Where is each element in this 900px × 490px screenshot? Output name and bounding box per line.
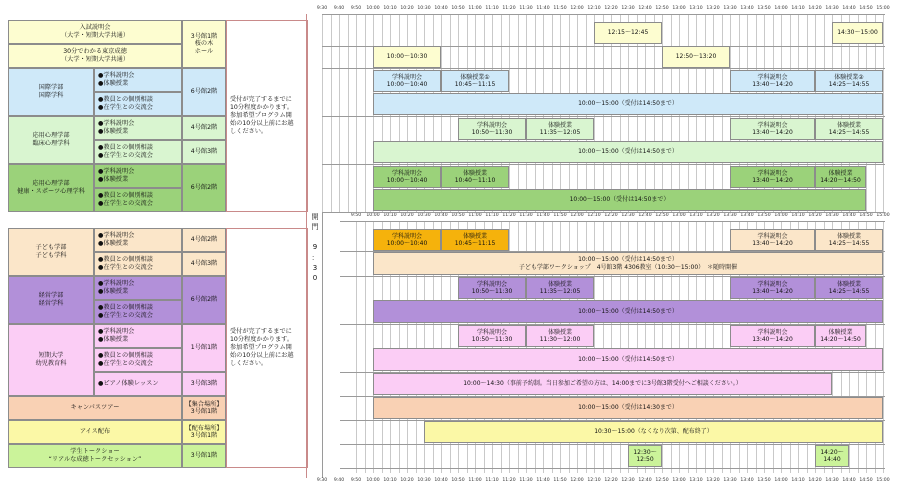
intl-programs-b: ●教員との個別相談 ●在学生との交流会 [94,92,182,116]
grid-line [322,14,323,212]
time-label: 10:10 [383,478,397,483]
time-label: 13:20 [706,478,720,483]
ice-distribution: 10:30～15:00（なくなり次第、配布終了） [424,421,883,443]
biz-briefing-1: 学科説明会 10:50～11:30 [458,277,526,299]
time-label: 14:20 [808,213,822,218]
time-label: 11:50 [553,6,567,11]
tokyo-session-2: 12:50～13:20 [662,46,730,68]
biz-programs-a: ●学科説明会 ●体験授業 [94,276,182,300]
time-label: 10:40 [434,478,448,483]
row-line [340,221,885,222]
time-label: 14:50 [859,213,873,218]
time-label: 10:20 [400,213,414,218]
time-label: 11:00 [468,213,482,218]
time-label: 11:40 [536,478,550,483]
time-label: 12:50 [655,213,669,218]
note-frame-2 [226,228,308,468]
grid-line [348,14,349,212]
health-briefing-1: 学科説明会 10:00～10:40 [373,166,441,188]
time-label: 14:10 [791,6,805,11]
time-label: 11:00 [468,6,482,11]
time-label: 14:40 [842,478,856,483]
tokyo-seitoku-label: 30分でわかる東京成徳 （大学・短期大学共通） [8,44,182,68]
time-label: 12:50 [655,6,669,11]
time-label: 11:00 [468,478,482,483]
child-class-2: 体験授業 14:25～14:55 [815,229,883,251]
talkshow-1: 12:30～ 12:50 [628,445,662,467]
psy-consult: 10:00～15:00（受付は14:50まで） [373,141,883,163]
time-label: 11:10 [485,213,499,218]
time-label: 11:40 [536,6,550,11]
time-label: 13:10 [689,213,703,218]
time-label: 12:30 [621,6,635,11]
time-label: 13:00 [672,478,686,483]
health-location: 6号館2階 [182,164,226,212]
junior-consult: 10:00～15:00（受付は14:50まで） [373,348,883,371]
time-label: 10:50 [451,6,465,11]
time-label: 12:10 [587,213,601,218]
time-label: 10:30 [417,6,431,11]
time-label: 9:30 [316,6,328,11]
grid-line [365,14,366,212]
time-label: 12:00 [570,478,584,483]
row-line [340,468,885,469]
ice-location: 【配布場所】 3号館1階 [182,420,226,444]
time-label: 10:10 [383,6,397,11]
exam-session-2: 14:30～15:00 [832,22,883,44]
time-label: 12:20 [604,478,618,483]
grid-line [883,14,884,212]
psy-class-1: 体験授業 11:35～12:05 [526,118,594,140]
junior-programs-a: ●学科説明会 ●体験授業 [94,324,182,348]
time-label: 9:50 [350,213,362,218]
time-label: 13:50 [757,478,771,483]
time-label: 10:20 [400,6,414,11]
row-line [340,444,885,445]
junior-class-1: 体験授業 11:30～12:00 [526,325,594,347]
time-label: 9:40 [333,478,345,483]
biz-programs-b: ●教員との個別相談 ●在学生との交流会 [94,300,182,324]
junior-class-2: 体験授業 14:20～14:50 [815,325,866,347]
time-label: 11:20 [502,213,516,218]
grid-line [356,14,357,212]
time-label: 13:50 [757,213,771,218]
time-label: 12:10 [587,478,601,483]
dept-child-studies: 子ども学部 子ども学科 [8,228,94,276]
time-label: 11:30 [519,213,533,218]
row-line [322,116,885,117]
campus-tour-label: キャンパスツアー [8,396,182,420]
row-line [322,164,885,165]
time-label: 14:30 [825,478,839,483]
intl-briefing-1: 学科説明会 10:00～10:40 [373,70,441,92]
row-line [322,68,885,69]
time-label: 13:10 [689,6,703,11]
child-location-a: 4号館2階 [182,228,226,252]
time-label: 13:30 [723,478,737,483]
time-label: 10:30 [417,213,431,218]
time-label: 13:40 [740,478,754,483]
intl-programs-a: ●学科説明会 ●体験授業 [94,68,182,92]
time-label: 12:40 [638,478,652,483]
time-label: 13:00 [672,213,686,218]
grid-line [356,221,357,473]
time-label: 11:10 [485,6,499,11]
grid-line [331,14,332,212]
exam-briefing-label: 入試説明会 （大学・短期大学共通） [8,20,182,44]
time-label: 9:50 [350,478,362,483]
time-label: 10:10 [383,213,397,218]
time-label: 12:40 [638,6,652,11]
time-label: 14:50 [859,478,873,483]
health-briefing-2: 学科説明会 13:40～14:20 [730,166,815,188]
time-label: 14:40 [842,213,856,218]
psy-location-b: 4号館3階 [182,140,226,164]
talkshow-location: 3号館1階 [182,444,226,468]
time-label: 13:40 [740,213,754,218]
time-label: 13:50 [757,6,771,11]
intl-location: 6号館2階 [182,68,226,116]
psy-location-a: 4号館2階 [182,116,226,140]
time-label: 10:50 [451,213,465,218]
biz-class-1: 体験授業 11:35～12:05 [526,277,594,299]
dept-health-sports: 応用心理学部 健康・スポーツ心理学科 [8,164,94,212]
dept-business: 経営学部 経営学科 [8,276,94,324]
time-label: 10:00 [366,478,380,483]
intl-consult: 10:00～15:00（受付は14:50まで） [373,93,883,115]
time-label: 13:30 [723,213,737,218]
health-class-2: 体験授業 14:20～14:50 [815,166,866,188]
child-briefing-1: 学科説明会 10:00～10:40 [373,229,441,251]
child-programs-a: ●学科説明会 ●体験授業 [94,228,182,252]
reception-note-1: 受付が完了するまでに 10分程度かかります。 参加希望プログラム開 始の10分以上前にお越 しください。 [230,96,294,136]
time-label: 12:30 [621,213,635,218]
intl-class-2: 体験授業② 14:25～14:55 [815,70,883,92]
separator [306,14,307,478]
time-label: 12:00 [570,6,584,11]
time-label: 11:50 [553,478,567,483]
time-label: 10:40 [434,213,448,218]
time-label: 13:40 [740,6,754,11]
time-label: 12:20 [604,213,618,218]
time-label: 10:00 [366,6,380,11]
time-label: 14:40 [842,6,856,11]
time-label: 13:30 [723,6,737,11]
child-location-b: 4号館3階 [182,252,226,276]
time-label: 9:30 [316,478,328,483]
time-label: 10:40 [434,6,448,11]
time-label: 14:00 [774,478,788,483]
campus-tour-location: 【集合場所】 3号館1階 [182,396,226,420]
time-label: 14:30 [825,6,839,11]
dept-international: 国際学部 国際学科 [8,68,94,116]
biz-class-2: 体験授業 14:25～14:55 [815,277,883,299]
health-programs-a: ●学科説明会 ●体験授業 [94,164,182,188]
child-programs-b: ●教員との個別相談 ●在学生との交流会 [94,252,182,276]
junior-briefing-1: 学科説明会 10:50～11:30 [458,325,526,347]
time-label: 13:00 [672,6,686,11]
time-label: 14:20 [808,6,822,11]
time-label: 11:10 [485,478,499,483]
child-consult-workshop: 10:00～15:00（受付は14:50まで） 子ども学部ワークショップ 4号館3階 4306教室（10:30～15:00） ＊随時開催 [373,252,883,275]
psy-briefing-1: 学科説明会 10:50～11:30 [458,118,526,140]
campus-tour: 10:00～15:00（受付は14:30まで） [373,397,883,419]
psy-programs-a: ●学科説明会 ●体験授業 [94,116,182,140]
time-label: 13:20 [706,6,720,11]
time-label: 11:30 [519,6,533,11]
time-label: 15:00 [876,213,890,218]
child-briefing-2: 学科説明会 13:40～14:20 [730,229,815,251]
time-label: 10:50 [451,478,465,483]
health-class-1: 体験授業 10:40～11:10 [441,166,509,188]
junior-location-c: 3号館3階 [182,372,226,396]
time-label: 14:10 [791,478,805,483]
intl-briefing-2: 学科説明会 13:40～14:20 [730,70,815,92]
health-programs-b: ●教員との個別相談 ●在学生との交流会 [94,188,182,212]
time-label: 14:30 [825,213,839,218]
biz-briefing-2: 学科説明会 13:40～14:20 [730,277,815,299]
ice-distribution-label: アイス配布 [8,420,182,444]
opening-time: 開 門 9 ： 3 0 [311,213,319,282]
grid-line [339,14,340,212]
junior-programs-b: ●教員との個別相談 ●在学生との交流会 [94,348,182,372]
time-label: 14:00 [774,213,788,218]
junior-briefing-2: 学科説明会 13:40～14:20 [730,325,815,347]
psy-programs-b: ●教員との個別相談 ●在学生との交流会 [94,140,182,164]
time-label: 12:00 [570,213,584,218]
talkshow-2: 14:20～ 14:40 [815,445,849,467]
time-label: 11:20 [502,478,516,483]
time-label: 13:10 [689,478,703,483]
time-label: 14:10 [791,213,805,218]
tokyo-session-1: 10:00～10:30 [373,46,441,68]
grid-line [365,221,366,473]
time-label: 12:20 [604,6,618,11]
time-label: 12:40 [638,213,652,218]
time-label: 9:40 [333,6,345,11]
time-label: 9:50 [350,6,362,11]
exam-session-1: 12:15～12:45 [594,22,662,44]
piano-lesson: 10:00～14:30（事前予約制。当日参加ご希望の方は、14:00までに3号館3階受付へご相談ください。） [373,373,832,395]
student-talkshow-label: 学生トークショー “リアルな成徳トークセッション” [8,444,182,468]
time-label: 12:50 [655,478,669,483]
grid-line [883,221,884,473]
time-label: 14:00 [774,6,788,11]
time-label: 11:50 [553,213,567,218]
time-label: 14:20 [808,478,822,483]
health-consult: 10:00～15:00（受付は14:50まで） [373,189,866,211]
time-label: 12:30 [621,478,635,483]
time-label: 12:10 [587,6,601,11]
dept-clinical-psychology: 応用心理学部 臨床心理学科 [8,116,94,164]
row-line [322,212,885,213]
time-label: 10:00 [366,213,380,218]
time-label: 11:40 [536,213,550,218]
reception-note-2: 受付が完了するまでに 10分程度かかります。 参加希望プログラム開 始の10分以上前にお越 しください。 [230,328,294,368]
time-label: 11:20 [502,6,516,11]
child-class-1: 体験授業 10:45～11:15 [441,229,509,251]
row-line [322,14,885,15]
time-label: 15:00 [876,478,890,483]
exam-location: 3号館1階 桜の木 ホール [182,20,226,68]
time-label: 14:50 [859,6,873,11]
psy-briefing-2: 学科説明会 13:40～14:20 [730,118,815,140]
intl-class-1: 体験授業① 10:45～11:15 [441,70,509,92]
time-label: 10:20 [400,478,414,483]
biz-location: 6号館2階 [182,276,226,324]
dept-early-childhood: 短期大学 幼児教育科 [8,324,94,396]
note-frame-1 [226,20,308,212]
time-label: 10:30 [417,478,431,483]
junior-location-ab: 1号館1階 [182,324,226,372]
time-label: 15:00 [876,6,890,11]
time-label: 13:20 [706,213,720,218]
junior-programs-c: ●ピアノ体験レッスン [94,372,182,396]
biz-consult: 10:00～15:00（受付は14:50まで） [373,300,883,323]
psy-class-2: 体験授業 14:25～14:55 [815,118,883,140]
time-label: 11:30 [519,478,533,483]
